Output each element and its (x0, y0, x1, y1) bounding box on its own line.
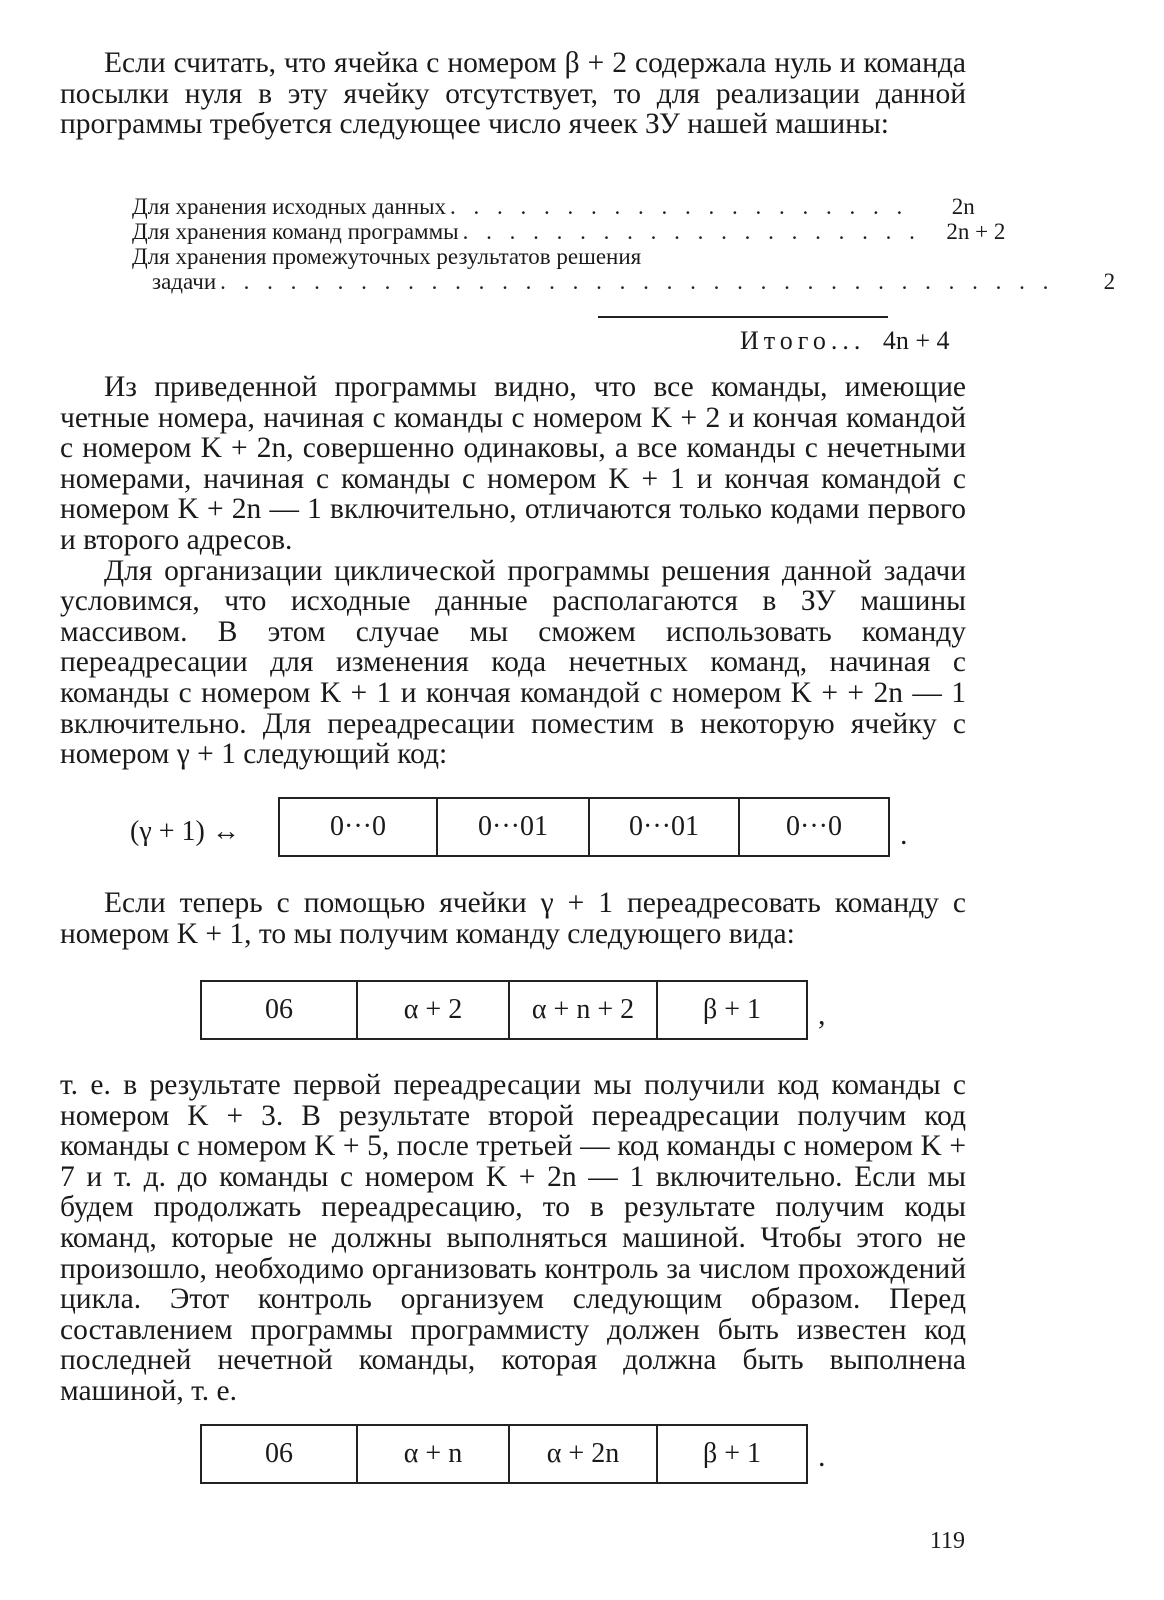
code-cell: 06 (200, 982, 356, 1038)
memory-row-value: 2 (1103, 269, 1116, 294)
code-cell: α + n + 2 (508, 982, 656, 1038)
code-1-box (278, 797, 890, 857)
code-cell: β + 1 (656, 982, 808, 1038)
memory-row-label-cont: задачи (152, 269, 217, 294)
code-cell: 0···01 (436, 799, 588, 855)
memory-row-continuation (132, 269, 1116, 294)
memory-row-label: Для хранения команд программы (132, 219, 459, 244)
memory-row-value: 2n (951, 194, 975, 219)
code-cell: 0···0 (278, 799, 436, 855)
code-1-punct: . (900, 818, 908, 851)
code-cell: α + n (356, 1426, 508, 1482)
paragraph-5 (60, 1070, 966, 1407)
total-line (740, 328, 949, 353)
paragraph-4 (60, 888, 966, 949)
memory-row-value: 2n + 2 (946, 219, 1006, 244)
code-1-prefix: (γ + 1) ↔ (130, 816, 240, 847)
paragraph-4-text: Если теперь с помощью ячейки γ + 1 переадресовать команду с номером K + 1, то мы получим команду следующего вида: (60, 887, 966, 950)
page-number: 119 (929, 1528, 965, 1554)
code-cell: 0···01 (588, 799, 738, 855)
total-value: 4n + 4 (882, 326, 950, 355)
total-label: Итого... (740, 326, 866, 355)
code-cell: β + 1 (656, 1426, 808, 1482)
leader-dots: . . . . . . . . . . . . . . . . . . . . . . . . . . . . . . . . . . . . (220, 269, 1055, 294)
paragraph-1-text: Если считать, что ячейка с номером β + 2 содержала нуль и команда посылки нуля в эту ячейку отсутствует, то для реализации данной программы требуется следующее число ячеек ЗУ нашей машины: (60, 47, 966, 141)
code-2-box (200, 980, 808, 1040)
paragraph-3-text: Для организации циклической программы решения данной задачи условимся, что исходные данные располагаются в ЗУ машины массивом. В этом случае мы сможем использовать команду переадресации для изменения кода нечетных команд, начиная с команды с номером K + 1 и кончая командой с номером K + + 2n — 1 включительно. Для переадресации поместим в некоторую ячейку с номером γ + 1 следующий код: (60, 554, 966, 771)
code-cell: 0···0 (738, 799, 890, 855)
memory-requirements-table (132, 194, 1116, 355)
code-3-punct: . (818, 1440, 826, 1473)
code-cell: 06 (200, 1426, 356, 1482)
leader-dots: . . . . . . . . . . . . . . . . . . . . (462, 219, 921, 244)
paragraph-2 (60, 372, 966, 770)
code-cell: α + 2 (356, 982, 508, 1038)
paragraph-5-text: т. е. в результате первой переадресации мы получили код команды с номером K + 3. В результате второй переадресации получим код команды с номером K + 5, после третьей — код команды с номером K + 7 и т. д. до команды с номером K + 2n — 1 включительно. Если мы будем продолжать переадресацию, то в результате получим коды команд, которые не должны выполняться машиной. Чтобы этого не произошло, необходимо организовать контроль за числом прохождений цикла. Этот контроль организуем следующим образом. Перед составлением программы программисту должен быть известен код последней нечетной команды, которая должна быть выполнена машиной, т. е. (60, 1069, 966, 1407)
memory-row (132, 194, 975, 219)
code-cell: α + 2n (508, 1426, 656, 1482)
paragraph-2-text: Из приведенной программы видно, что все команды, имеющие четные номера, начиная с команды с номером K + 2 и кончая командой с номером K + 2n, совершенно одинаковы, а все команды с нечетными номерами, начиная с команды с номером K + 1 и кончая командой с номером K + 2n — 1 включительно, отличаются только кодами первого и второго адресов. (60, 371, 966, 556)
memory-row (132, 219, 1006, 244)
paragraph-1 (60, 48, 966, 140)
sum-rule (598, 316, 888, 318)
memory-row (132, 244, 888, 269)
code-3-box (200, 1424, 808, 1484)
memory-row-label: Для хранения промежуточных результатов решения (132, 244, 642, 269)
memory-row-label: Для хранения исходных данных (132, 194, 447, 219)
code-2-punct: , (818, 998, 826, 1031)
leader-dots: . . . . . . . . . . . . . . . . . . . . (450, 194, 909, 219)
